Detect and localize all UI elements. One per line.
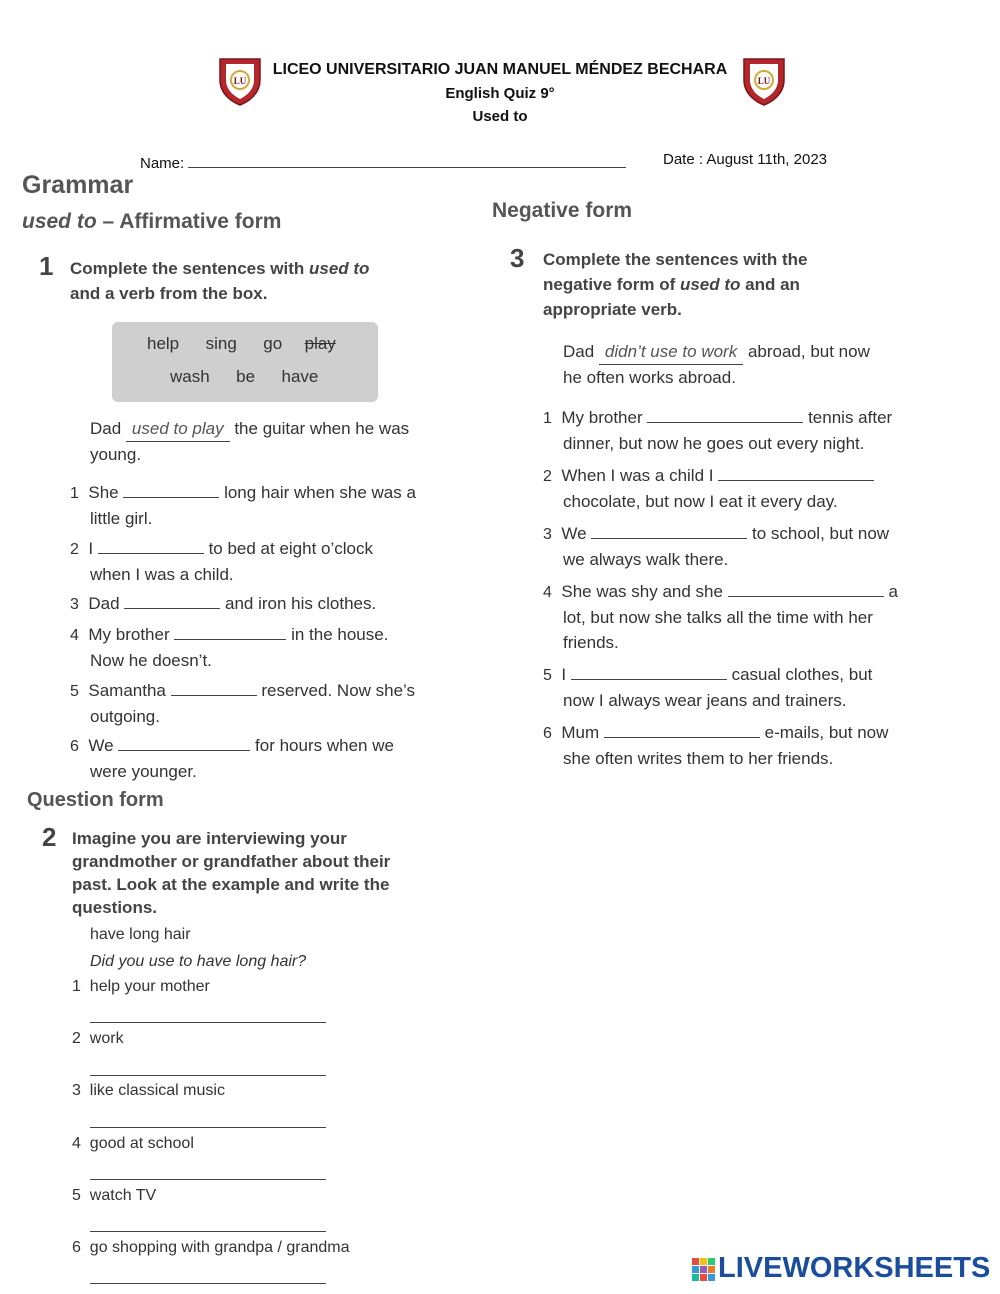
ex3-item-2: 2 When I was a child I chocolate, but now I eat it every day.: [543, 463, 943, 514]
ex2-item-1: 1 help your mother: [72, 978, 210, 995]
ex1-blank-6[interactable]: [118, 734, 250, 751]
verb-wash: wash: [170, 367, 210, 386]
ex3-item-3: 3 We to school, but now we always walk there.: [543, 524, 890, 569]
ex2-answer-line-6[interactable]: [90, 1283, 326, 1284]
ex2-answer-line-1[interactable]: [90, 1022, 326, 1023]
ex1-item-4: 4 My brother in the house. Now he doesn’t.: [70, 625, 389, 670]
ex2-answer-line-4[interactable]: [90, 1179, 326, 1180]
exercise-3-example: Dad didn’t use to work abroad, but now he often works abroad.: [563, 339, 943, 390]
ex2-item-4: 4 good at school: [72, 1135, 194, 1152]
ex3-item-5: 5 I casual clothes, but now I always wear jeans and trainers.: [543, 665, 873, 710]
ex3-blank-4[interactable]: [728, 580, 884, 597]
exercise-3-number: 3: [510, 243, 525, 273]
verb-be: be: [236, 367, 256, 386]
ex3-blank-3[interactable]: [591, 522, 747, 539]
ex1-blank-4[interactable]: [174, 623, 286, 640]
ex3-item-1: 1 My brother tennis after dinner, but now he goes out every night.: [543, 408, 893, 453]
verb-sing: sing: [205, 334, 237, 353]
ex1-blank-5[interactable]: [171, 679, 257, 696]
ex1-blank-3[interactable]: [124, 592, 220, 609]
ex1-item-2: 2 I to bed at eight o’clock when I was a child.: [70, 539, 374, 584]
ex3-blank-6[interactable]: [604, 721, 760, 738]
ex1-item-1: 1 She long hair when she was a little girl.: [70, 483, 416, 528]
ex1-item-3: 3 Dad and iron his clothes.: [70, 594, 377, 613]
negative-form-heading: Negative form: [492, 199, 633, 222]
name-label: Name:: [140, 155, 185, 172]
ex1-item-5: 5 Samantha reserved. Now she’s outgoing.: [70, 681, 416, 726]
ex3-blank-5[interactable]: [571, 663, 727, 680]
ex1-item-6: 6 We for hours when we were younger.: [70, 736, 394, 781]
ex2-item-3: 3 like classical music: [72, 1082, 225, 1099]
ex1-blank-2[interactable]: [98, 537, 204, 554]
school-name: LICEO UNIVERSITARIO JUAN MANUEL MÉNDEZ BECHARA: [272, 61, 728, 78]
ex2-example-answer: Did you use to have long hair?: [90, 953, 307, 970]
verb-play: play: [304, 334, 336, 353]
example-3-answer: didn’t use to work: [599, 339, 743, 365]
exercise-2-number: 2: [42, 822, 57, 852]
ex2-item-5: 5 watch TV: [72, 1187, 157, 1204]
liveworksheets-grid-icon: [692, 1258, 716, 1282]
ex2-item-2: 2 work: [72, 1030, 124, 1047]
date-label: Date : August 11th, 2023: [663, 151, 828, 168]
ex3-blank-1[interactable]: [647, 406, 803, 423]
ex2-item-6: 6 go shopping with grandpa / grandma: [72, 1239, 350, 1256]
exercise-1-number: 1: [39, 251, 54, 281]
svg-text:LU: LU: [757, 76, 771, 86]
quiz-topic: Used to: [472, 108, 528, 125]
svg-text:LU: LU: [233, 76, 247, 86]
grammar-heading: Grammar: [22, 171, 134, 199]
question-form-heading: Question form: [27, 789, 164, 811]
exercise-3-instruction: Complete the sentences with the negative form of used to and an appropriate verb.: [543, 250, 808, 319]
ex2-answer-line-5[interactable]: [90, 1231, 326, 1232]
exercise-1-instruction: Complete the sentences with used to and a verb from the box.: [70, 259, 370, 303]
ex3-item-4: 4 She was shy and she a lot, but now she talks all the time with her friends.: [543, 582, 898, 652]
ex2-answer-line-3[interactable]: [90, 1127, 326, 1128]
verb-box: [112, 322, 378, 402]
name-field[interactable]: [188, 151, 626, 168]
name-row: [140, 151, 626, 172]
example-1-answer: used to play: [126, 416, 230, 442]
ex3-blank-2[interactable]: [718, 464, 874, 481]
verb-go: go: [263, 334, 283, 353]
ex1-blank-1[interactable]: [123, 481, 219, 498]
exercise-2-instruction: Imagine you are interviewing your grandmother or grandfather about their past. Look at the example and write the questions.: [72, 829, 391, 917]
quiz-title: English Quiz 9°: [445, 85, 555, 102]
verb-have: have: [281, 367, 319, 386]
affirmative-heading: used to – Affirmative form: [22, 210, 282, 233]
verb-help: help: [147, 334, 180, 353]
ex2-example-prompt: have long hair: [90, 926, 191, 943]
exercise-1-example: Dad used to play the guitar when he was young.: [90, 416, 440, 467]
ex2-answer-line-2[interactable]: [90, 1075, 326, 1076]
ex3-item-6: 6 Mum e-mails, but now she often writes them to her friends.: [543, 723, 889, 768]
